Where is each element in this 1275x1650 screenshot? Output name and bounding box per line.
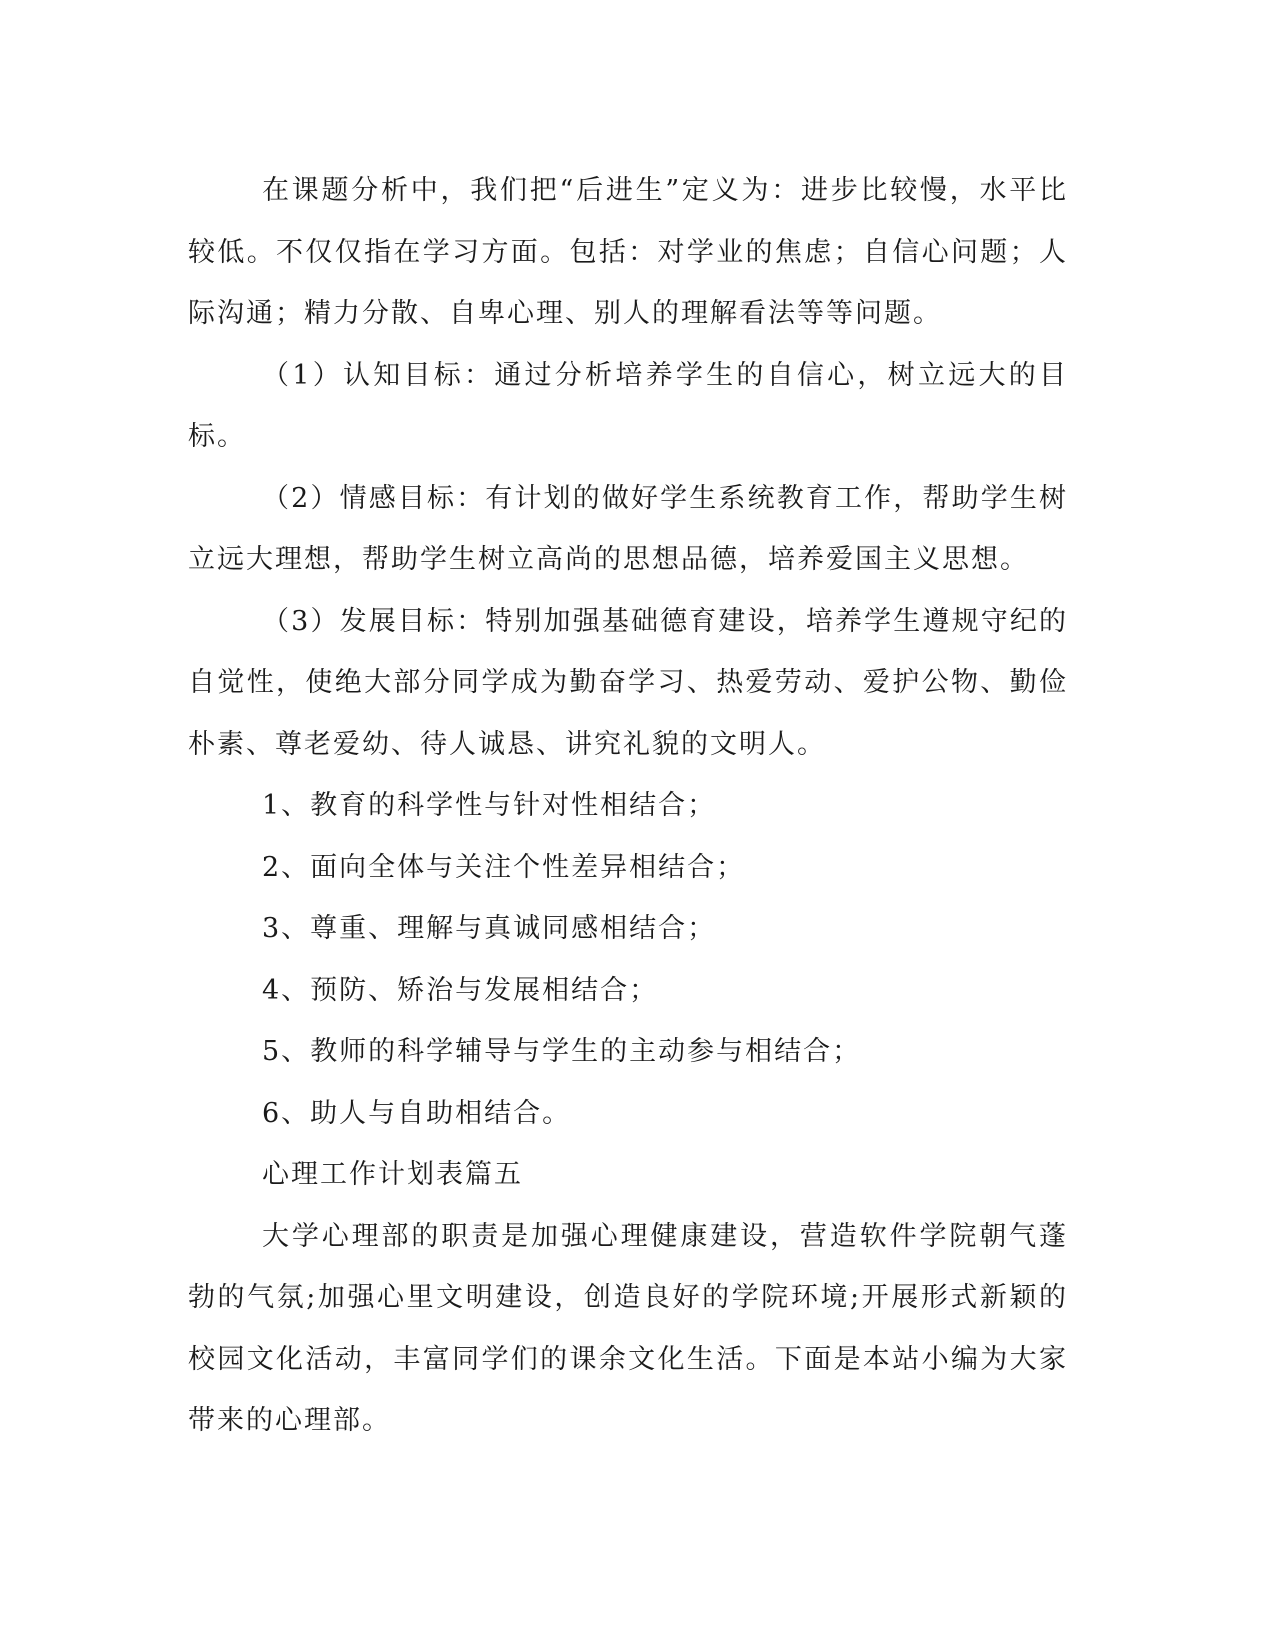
document-body <box>188 160 1068 1452</box>
principle-item: 6、助人与自助相结合。 <box>262 1097 572 1129</box>
paragraph-emotional-goal: （2）情感目标：有计划的做好学生系统教育工作，帮助学生树立远大理想，帮助学生树立高尚的思想品德，培养爱国主义思想。 <box>188 482 1068 575</box>
principle-item: 2、面向全体与关注个性差异相结合； <box>262 851 746 883</box>
principle-item: 1、教育的科学性与针对性相结合； <box>262 790 717 821</box>
paragraph-definition: 在课题分析中，我们把“后进生”定义为：进步比较慢，水平比较低。不仅仅指在学习方面。包括：对学业的焦虑；自信心问题；人际沟通；精力分散、自卑心理、别人的理解看法等等问题。 <box>188 175 1068 329</box>
principle-item: 5、教师的科学辅导与学生的主动参与相结合； <box>262 1036 862 1067</box>
paragraph-cognitive-goal: （1）认知目标：通过分析培养学生的自信心，树立远大的目标。 <box>188 359 1068 452</box>
principle-item: 4、预防、矫治与发展相结合； <box>262 974 659 1006</box>
paragraph-development-goal: （3）发展目标：特别加强基础德育建设，培养学生遵规守纪的自觉性，使绝大部分同学成为勤奋学习、热爱劳动、爱护公物、勤俭朴素、尊老爱幼、待人诚恳、讲究礼貌的文明人。 <box>188 605 1068 760</box>
paragraph-closing: 大学心理部的职责是加强心理健康建设，营造软件学院朝气蓬勃的气氛;加强心里文明建设，创造良好的学院环境;开展形式新颖的校园文化活动，丰富同学们的课余文化生活。下面是本站小编为大家带来的心理部。 <box>188 1220 1068 1436</box>
section-heading: 心理工作计划表篇五 <box>262 1159 523 1190</box>
principle-item: 3、尊重、理解与真诚同感相结合； <box>262 913 717 944</box>
